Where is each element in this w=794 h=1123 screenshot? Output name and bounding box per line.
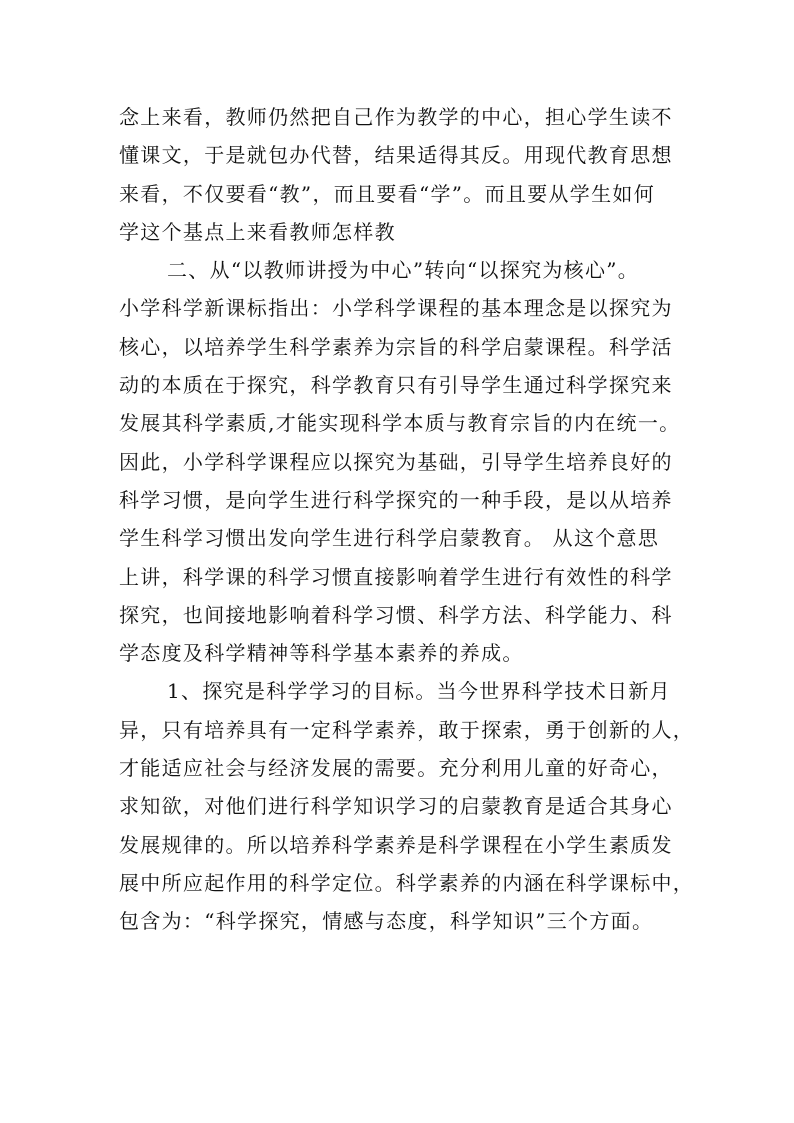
paragraph-start-line: 1、探究是科学学习的目标。当今世界科学技术日新月 [167, 679, 671, 704]
text-line: 懂课文，于是就包办代替，结果适得其反。用现代教育思想 [119, 143, 673, 168]
text-line: 上讲，科学课的科学习惯直接影响着学生进行有效性的科学 [119, 564, 673, 589]
text-line: 因此，小学科学课程应以探究为基础，引导学生培养良好的 [119, 449, 673, 474]
text-line: 学这个基点上来看教师怎样教 [119, 219, 396, 244]
text-line: 展中所应起作用的科学定位。科学素养的内涵在科学课标中， [119, 870, 695, 895]
text-line: 核心，以培养学生科学素养为宗旨的科学启蒙课程。科学活 [119, 334, 673, 359]
text-line: 动的本质在于探究，科学教育只有引导学生通过科学探究来 [119, 373, 673, 398]
text-line: 学态度及科学精神等科学基本素养的养成。 [119, 641, 524, 666]
text-line: 科学习惯，是向学生进行科学探究的一种手段，是以从培养 [119, 487, 673, 512]
text-line: 才能适应社会与经济发展的需要。充分利用儿童的好奇心， [119, 756, 673, 781]
text-line: 发展规律的。所以培养科学素养是科学课程在小学生素质发 [119, 832, 673, 857]
text-line: 来看，不仅要看“教”，而且要看“学”。而且要从学生如何 [119, 181, 655, 206]
text-line: 小学科学新课标指出：小学科学课程的基本理念是以探究为 [119, 296, 673, 321]
body-text [119, 98, 695, 941]
text-line: 包含为：“科学探究，情感与态度，科学知识”三个方面。 [119, 909, 654, 934]
text-line: 念上来看，教师仍然把自己作为教学的中心，担心学生读不 [119, 105, 673, 129]
text-line: 异，只有培养具有一定科学素养，敢于探索，勇于创新的人， [119, 717, 695, 742]
text-line: 发展其科学素质,才能实现科学本质与教育宗旨的内在统一。 [119, 411, 681, 436]
text-line: 学生科学习惯出发向学生进行科学启蒙教育。 从这个意思 [119, 526, 660, 551]
section-heading-line: 二、从“以教师讲授为中心”转向“以探究为核心”。 [167, 258, 640, 283]
text-line: 探究，也间接地影响着科学习惯、科学方法、科学能力、科 [119, 602, 673, 627]
text-line: 求知欲，对他们进行科学知识学习的启蒙教育是适合其身心 [119, 794, 673, 819]
